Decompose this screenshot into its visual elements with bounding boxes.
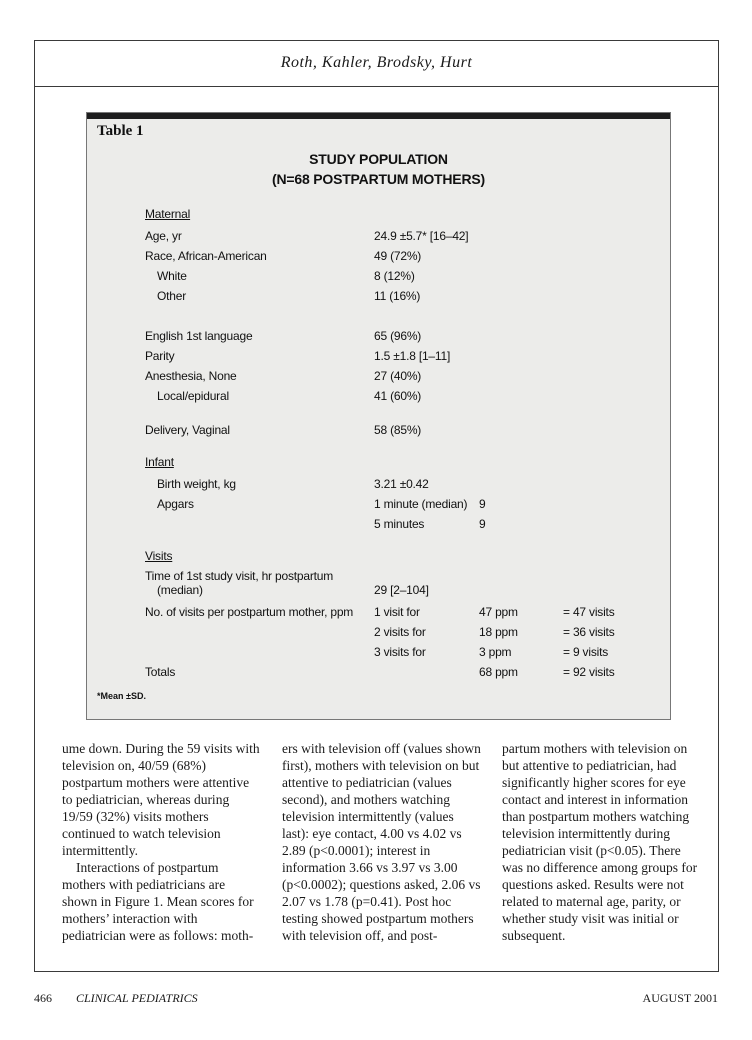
table-cell-value: 8 (12%) [374, 269, 415, 283]
table-row-label: Race, African-American [145, 249, 267, 263]
table-label: Table 1 [97, 123, 144, 139]
table-row-label: White [157, 269, 187, 283]
journal-name: CLINICAL PEDIATRICS [76, 991, 198, 1005]
page-number: 466 [34, 991, 52, 1005]
table-title: STUDY POPULATION [309, 151, 448, 167]
table-cell-value: 11 (16%) [374, 289, 421, 303]
paragraph: partum mothers with television on but attentive to pediatrician, had significantly higher scores for eye contact and interest in information than postpartum mothers watching television intermittently during pediatrician visit (p<0.05). There was no difference among groups for questions asked. Results were not related to maternal age, parity, or whether study visit was initial or subsequent. [502, 741, 698, 943]
header-rule [34, 86, 719, 87]
table-cell-value: 27 (40%) [374, 369, 422, 383]
table-cell-value: 49 (72%) [374, 249, 422, 263]
table-cell-value: 3.21 ±0.42 [374, 477, 429, 491]
paragraph: Interactions of postpartum mothers with pediatricians are shown in Figure 1. Mean scores for mothers’ interaction with pediatrician were as follows: moth- [62, 860, 254, 943]
table-row-label: Anesthesia, None [145, 369, 237, 383]
table-cell-value: 9 [479, 517, 486, 531]
table-row-label: English 1st language [145, 329, 253, 343]
table-row-label: Age, yr [145, 229, 182, 243]
table-row-label: Totals [145, 665, 176, 679]
table-cell-value: 18 ppm [479, 625, 518, 639]
table-row-label: Time of 1st study visit, hr postpartum [145, 569, 334, 583]
table-cell-value: = 9 visits [563, 645, 609, 659]
table-row-label: Local/epidural [157, 389, 229, 403]
table-cell-value: 47 ppm [479, 605, 518, 619]
table-row-label: Parity [145, 349, 175, 363]
table-row-label: Delivery, Vaginal [145, 423, 230, 437]
table-cell-value: 1 visit for [374, 605, 420, 619]
table-cell-value: 24.9 ±5.7* [16–42] [374, 229, 469, 243]
table-cell-value: 29 [2–104] [374, 583, 429, 597]
table-section-heading: Infant [145, 455, 174, 469]
table-cell-value: 1 minute (median) [374, 497, 468, 511]
table-row-label: Other [157, 289, 187, 303]
table-1 [86, 112, 671, 720]
table-cell-value: 9 [479, 497, 486, 511]
table-cell-value: 68 ppm [479, 665, 518, 679]
table-footnote: *Mean ±SD. [97, 691, 146, 701]
table-cell-value: 58 (85%) [374, 423, 422, 437]
table-cell-value: = 92 visits [563, 665, 615, 679]
table-cell-value: 65 (96%) [374, 329, 422, 343]
table-top-rule [87, 113, 670, 119]
body-column-3 [502, 740, 702, 944]
table-cell-value: 1.5 ±1.8 [1–11] [374, 349, 451, 363]
table-cell-value: 41 (60%) [374, 389, 422, 403]
table-cell-value: 3 ppm [479, 645, 512, 659]
table-cell-value: 5 minutes [374, 517, 425, 531]
table-row-label: No. of visits per postpartum mother, ppm [145, 605, 354, 619]
paragraph: ume down. During the 59 visits with television on, 40/59 (68%) postpartum mothers were attentive to pediatrician, whereas during 19/59 (32%) visits mothers continued to watch television intermittently. [62, 741, 260, 858]
table-row-label: Birth weight, kg [157, 477, 236, 491]
running-head: Roth, Kahler, Brodsky, Hurt [280, 54, 473, 71]
table-subtitle: (N=68 POSTPARTUM MOTHERS) [272, 171, 485, 187]
table-section-heading: Maternal [145, 207, 191, 221]
issue-date: AUGUST 2001 [642, 991, 718, 1005]
body-column-2 [282, 740, 482, 944]
table-row-label: (median) [157, 583, 203, 597]
table-row-label: Apgars [157, 497, 194, 511]
table-cell-value: 3 visits for [374, 645, 426, 659]
body-column-1 [62, 740, 262, 944]
table-section-heading: Visits [145, 549, 173, 563]
table-cell-value: 2 visits for [374, 625, 426, 639]
table-cell-value: = 47 visits [563, 605, 615, 619]
table-cell-value: = 36 visits [563, 625, 615, 639]
paragraph: ers with television off (values shown first), mothers with television on but attentive to pediatrician (values second), and mothers watching television intermittently (values last): eye contact, 4.00 vs 4.02 vs 2.89 (p<0.0001); interest in information 3.66 vs 3.97 vs 3.00 (p<0.0002); questions asked, 2.06 vs 2.07 vs 1.78 (p=0.41). Post hoc testing showed postpartum mothers with television off, and post- [282, 741, 481, 943]
